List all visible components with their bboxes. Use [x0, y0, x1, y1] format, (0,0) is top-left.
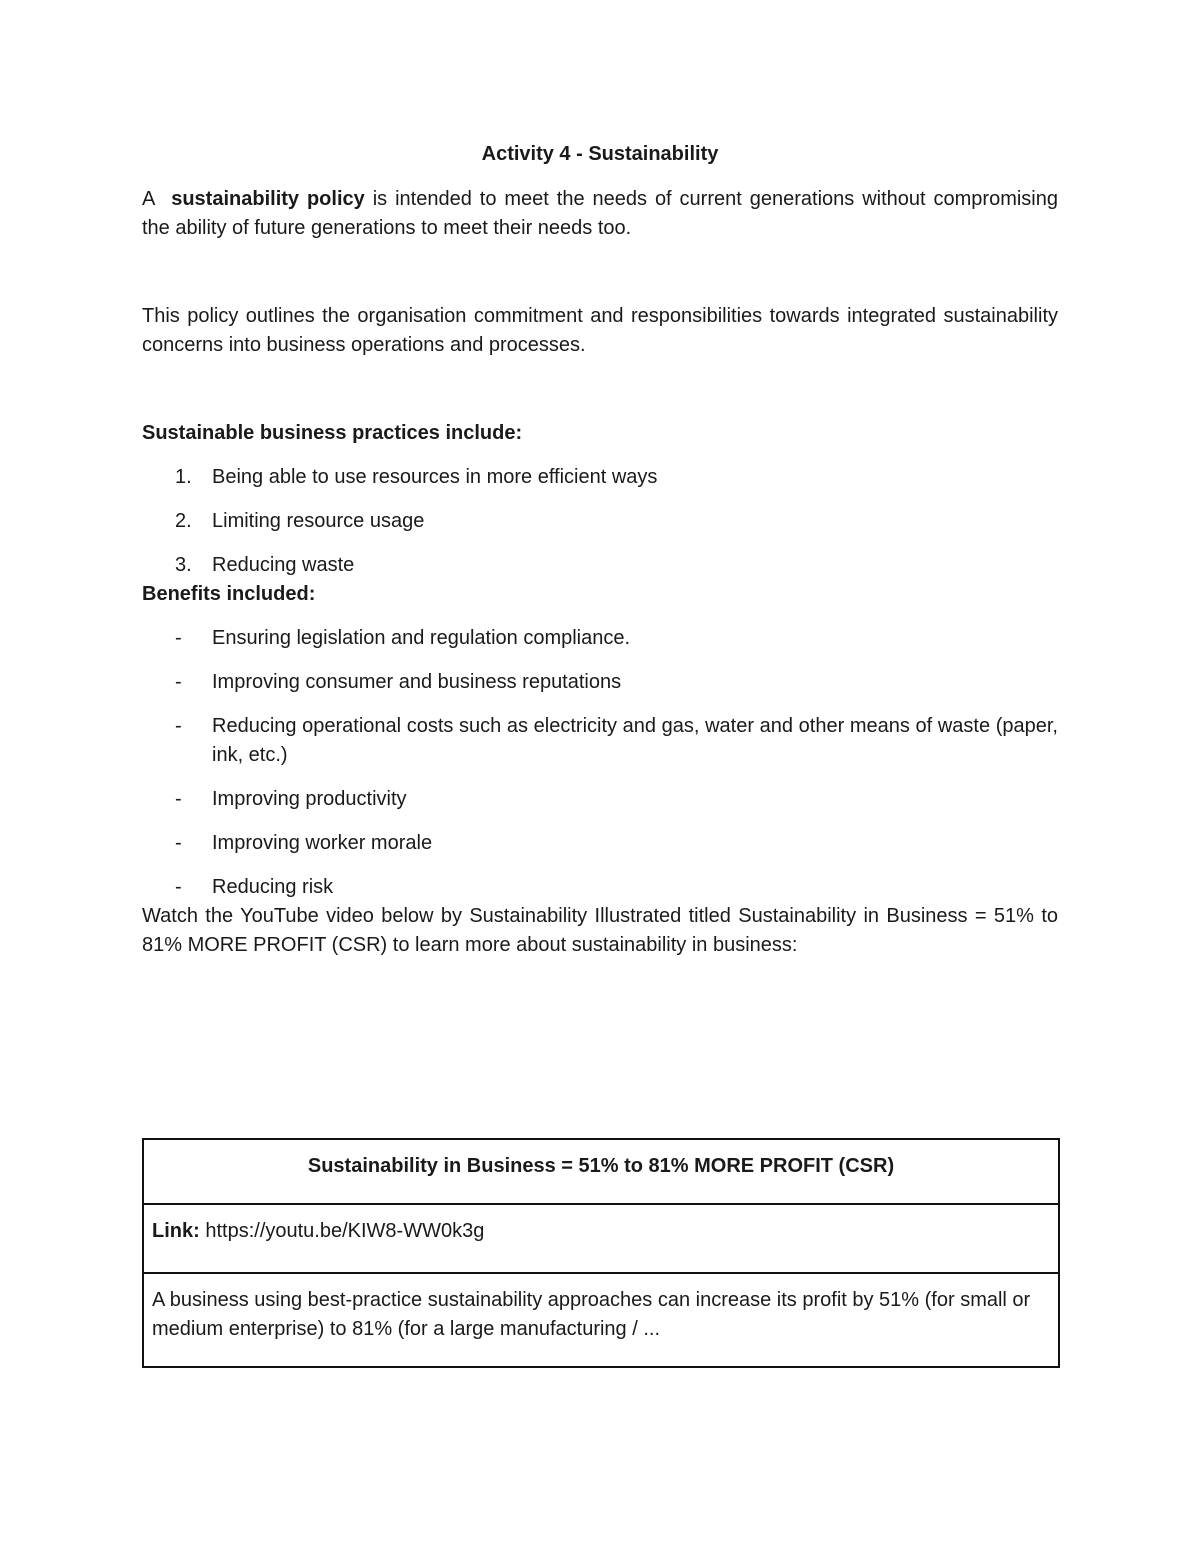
practices-heading: Sustainable business practices include: [142, 422, 523, 444]
video-link[interactable]: https://youtu.be/KIW8-WW0k3g [205, 1220, 485, 1242]
list-item [142, 873, 1058, 902]
list-marker: - [175, 832, 182, 854]
list-item-text: Improving worker morale [212, 832, 433, 854]
list-item [142, 712, 1058, 770]
video-description: A business using best-practice sustainability approaches can increase its profit by 51% (for small or medium enterprise) to 81% (for a large manufacturing / ... [144, 1272, 1058, 1366]
list-item [142, 463, 1058, 492]
list-marker: 3. [175, 554, 192, 576]
policy-paragraph: This policy outlines the organisation commitment and responsibilities towards integrated sustainability concerns into business operations and processes. [142, 305, 1058, 356]
list-item-text: Reducing waste [212, 554, 355, 576]
intro-term: sustainability policy [171, 188, 365, 210]
intro-lead: A [142, 188, 156, 210]
document-page [142, 140, 1058, 1020]
list-marker: - [175, 876, 182, 898]
video-link-label: Link: [152, 1220, 200, 1242]
benefits-heading: Benefits included: [142, 583, 316, 605]
intro-rest: is intended to meet the needs of current generations without compromising the ability of future generations to meet their needs too. [142, 188, 1058, 239]
list-item-text: Improving productivity [212, 788, 407, 810]
list-marker: 2. [175, 510, 192, 532]
list-item [142, 624, 1058, 653]
list-item-text: Being able to use resources in more efficient ways [212, 466, 658, 488]
watch-paragraph: Watch the YouTube video below by Sustainability Illustrated titled Sustainability in Business = 51% to 81% MORE PROFIT (CSR) to learn more about sustainability in business: [142, 905, 1058, 956]
list-item [142, 668, 1058, 697]
list-item-text: Limiting resource usage [212, 510, 425, 532]
document-title: Activity 4 - Sustainability [481, 143, 719, 165]
video-link-row [144, 1203, 1058, 1272]
video-title: Sustainability in Business = 51% to 81% MORE PROFIT (CSR) [307, 1155, 895, 1177]
practices-list [142, 463, 1058, 580]
list-marker: - [175, 715, 182, 737]
list-marker: - [175, 671, 182, 693]
list-item-text: Reducing risk [212, 876, 334, 898]
video-info-table [142, 1138, 1060, 1368]
list-item [142, 829, 1058, 858]
list-item [142, 551, 1058, 580]
benefits-list [142, 624, 1058, 902]
list-item-text: Reducing operational costs such as electricity and gas, water and other means of waste (paper, ink, etc.) [212, 715, 1058, 766]
list-item [142, 507, 1058, 536]
list-marker: - [175, 627, 182, 649]
list-item [142, 785, 1058, 814]
list-marker: 1. [175, 466, 192, 488]
intro-paragraph [142, 185, 1058, 243]
list-item-text: Ensuring legislation and regulation compliance. [212, 627, 631, 649]
list-marker: - [175, 788, 182, 810]
list-item-text: Improving consumer and business reputations [212, 671, 622, 693]
